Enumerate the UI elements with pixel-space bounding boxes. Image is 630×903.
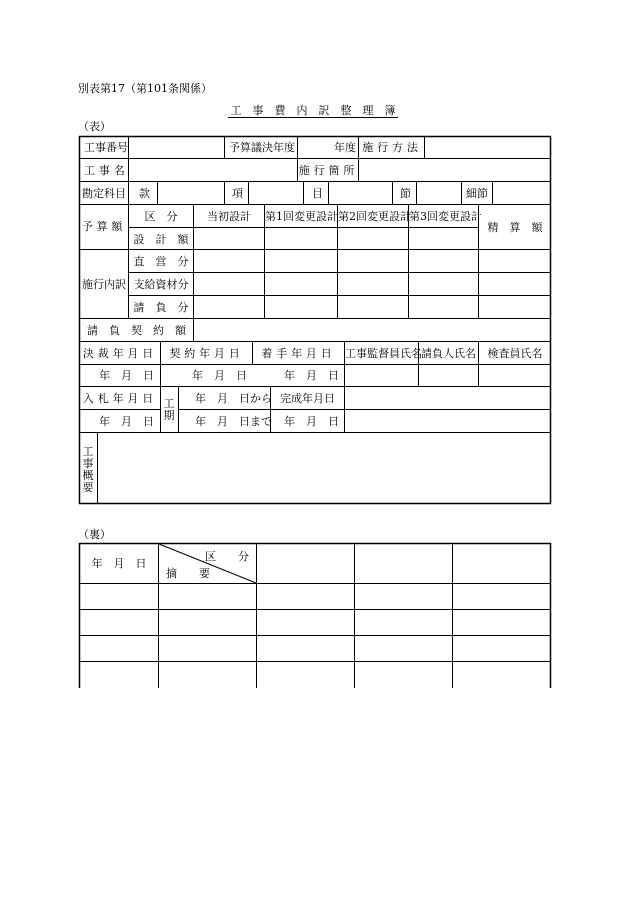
label-kantoku-in: 工事監督員氏名 [345, 347, 422, 360]
label-henko-2: 第2回変更設計 [338, 210, 411, 223]
label-nendo: 年度 [334, 141, 356, 154]
label-chakushu-ymd: 着手年月日 [261, 347, 336, 360]
value-nyusatsu-ymd: 年 月 日 [99, 415, 154, 428]
label-seko-uchiwake: 施行内訳 [82, 278, 126, 291]
label-yosan-gaku: 予算額 [81, 220, 127, 233]
label-kessai-ymd: 決裁年月日 [82, 347, 158, 360]
label-moku: 目 [312, 187, 323, 200]
value-kessai-ymd: 年 月 日 [99, 369, 154, 382]
label-seko-hoho: 施行方法 [362, 141, 422, 154]
label-kansei-ymd: 完成年月日 [280, 392, 335, 405]
label-sekkei-gaku: 設 計 額 [133, 233, 189, 246]
label-ukeoi-keiyaku-gaku: 請 負 契 約 額 [87, 324, 186, 337]
value-keiyaku-ymd: 年 月 日 [192, 369, 247, 382]
label-kan: 款 [139, 187, 150, 200]
back-label-tekiyo: 摘 要 [166, 567, 210, 580]
front-label: （表） [78, 120, 111, 133]
label-henko-3: 第3回変更設計 [409, 210, 482, 223]
page-title: 工 事 費 内 訳 整 理 簿 [228, 104, 398, 118]
label-kubun: 区 分 [144, 210, 178, 223]
label-chokuei-bun: 直 営 分 [133, 255, 189, 268]
value-kansei-ymd: 年 月 日 [284, 415, 339, 428]
value-chakushu-ymd: 年 月 日 [284, 369, 339, 382]
label-seko-kasho: 施行箇所 [298, 164, 359, 177]
label-setsu: 節 [400, 187, 411, 200]
label-koji-gaiyo: 工事概要 [82, 445, 94, 494]
back-label: （裏） [78, 528, 111, 541]
label-saisetsu: 細節 [466, 187, 488, 200]
value-koki-kara: 年 月 日から [195, 392, 272, 405]
label-koji-bango: 工事番号 [84, 141, 128, 154]
label-koki: 工期 [163, 397, 175, 422]
label-kensa-in: 検査員氏名 [487, 347, 543, 360]
label-ko: 項 [232, 187, 243, 200]
label-seisan-gaku: 精 算 額 [487, 221, 543, 234]
label-keiyaku-ymd: 契約年月日 [169, 347, 244, 360]
value-koki-made: 年 月 日まで [195, 415, 272, 428]
back-label-kubun: 区 分 [205, 550, 249, 563]
label-nyusatsu-ymd: 入札年月日 [82, 392, 158, 405]
form-reference: 別表第17（第101条関係） [78, 82, 212, 95]
label-henko-1: 第1回変更設計 [265, 210, 338, 223]
label-kanjo-kamoku: 勘定科目 [82, 187, 126, 200]
label-tosho-sekkei: 当初設計 [207, 210, 251, 223]
back-label-ymd: 年 月 日 [91, 557, 147, 570]
label-yosan-gigi-nendo: 予算議決年度 [229, 141, 295, 154]
label-shikyu-shizai-bun: 支給資材分 [133, 278, 189, 291]
label-ukeoi-nin: 請負人氏名 [421, 347, 476, 360]
label-ukeoi-bun: 請 負 分 [133, 301, 189, 314]
label-koji-mei: 工事名 [84, 164, 129, 177]
